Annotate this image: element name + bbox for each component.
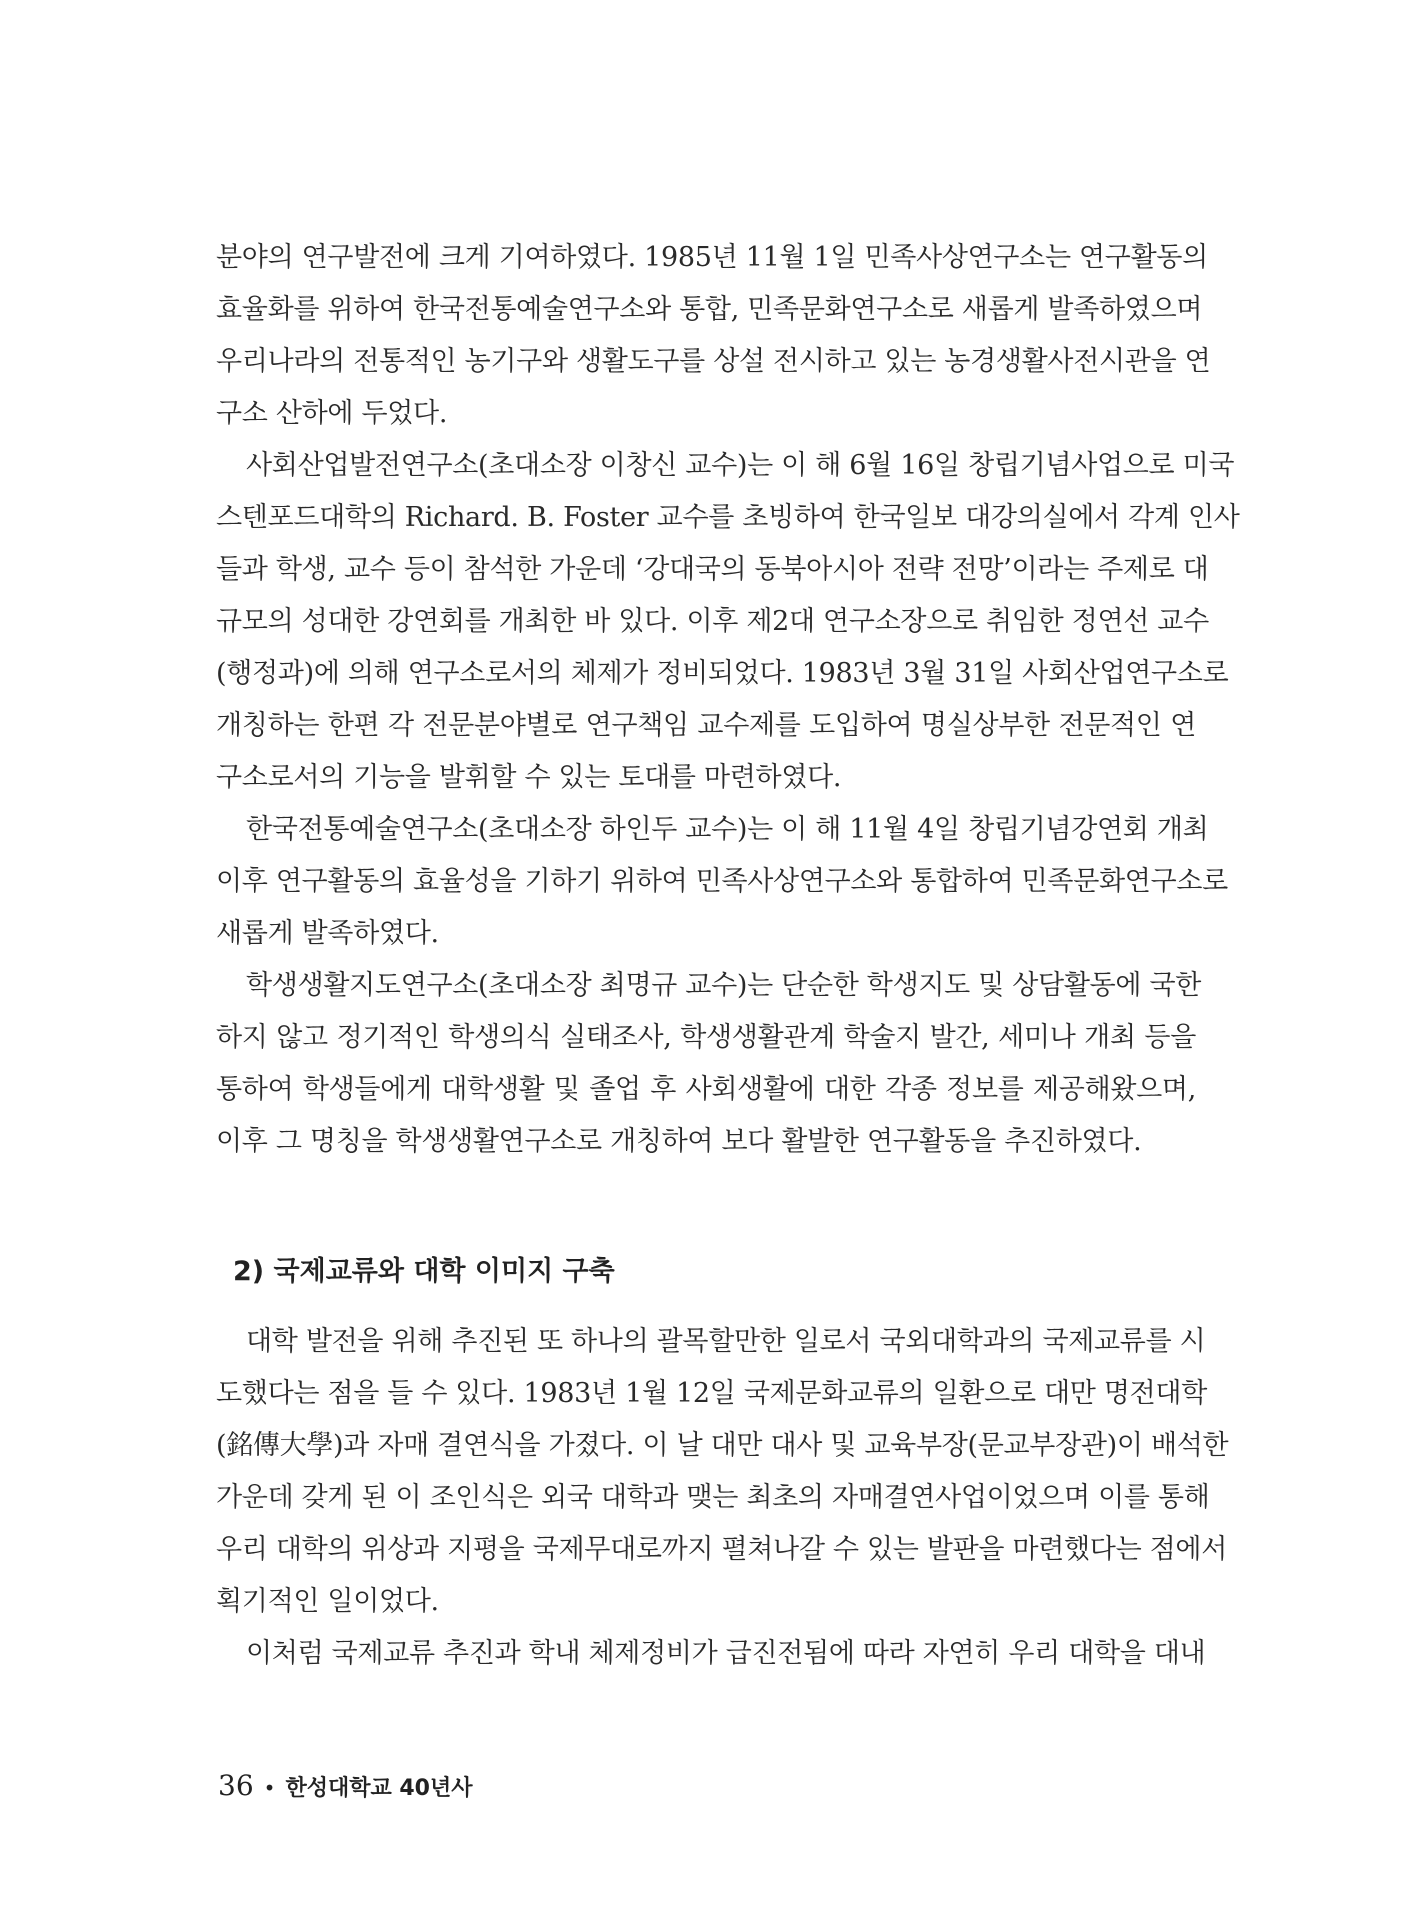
page-number: 36 [218,1769,254,1802]
paragraph-3-line-2: 이후 연구활동의 효율성을 기하기 위하여 민족사상연구소와 통합하여 민족문화연구소로 [216,866,1228,897]
footer-separator: • [263,1776,276,1800]
section-heading: 2) 국제교류와 대학 이미지 구축 [233,1256,615,1287]
paragraph-2-line-5: (행정과)에 의해 연구소로서의 체제가 정비되었다. 1983년 3월 31일 사회산업연구소로 [216,658,1229,689]
paragraph-3-line-1: 한국전통예술연구소(초대소장 하인두 교수)는 이 해 11월 4일 창립기념강연회 개최 [246,814,1209,845]
paragraph-5-line-2: 도했다는 점을 들 수 있다. 1983년 1월 12일 국제문화교류의 일환으로 대만 명전대학 [216,1378,1207,1409]
book-title: 한성대학교 40년사 [285,1776,473,1801]
paragraph-5-line-4: 가운데 갖게 된 이 조인식은 외국 대학과 맺는 최초의 자매결연사업이었으며 이를 통해 [216,1482,1210,1513]
page-footer [218,1768,472,1804]
paragraph-2-line-2: 스텐포드대학의 Richard. B. Foster 교수를 초빙하여 한국일보 대강의실에서 각계 인사 [216,502,1240,533]
paragraph-3-line-3: 새롭게 발족하였다. [216,918,439,949]
paragraph-4-line-4: 이후 그 명칭을 학생생활연구소로 개칭하여 보다 활발한 연구활동을 추진하였다. [216,1126,1142,1157]
paragraph-5-line-1: 대학 발전을 위해 추진된 또 하나의 괄목할만한 일로서 국외대학과의 국제교류를 시 [246,1326,1206,1357]
paragraph-4-line-3: 통하여 학생들에게 대학생활 및 졸업 후 사회생활에 대한 각종 정보를 제공해왔으며, [216,1074,1196,1105]
paragraph-2-line-7: 구소로서의 기능을 발휘할 수 있는 토대를 마련하였다. [216,762,842,793]
paragraph-1-line-1: 분야의 연구발전에 크게 기여하였다. 1985년 11월 1일 민족사상연구소는 연구활동의 [216,242,1208,273]
paragraph-5-line-3: (銘傳大學)과 자매 결연식을 가졌다. 이 날 대만 대사 및 교육부장(문교부장관)이 배석한 [216,1430,1229,1461]
paragraph-2-line-6: 개칭하는 한편 각 전문분야별로 연구책임 교수제를 도입하여 명실상부한 전문적인 연 [216,710,1196,741]
paragraph-5-line-6: 획기적인 일이었다. [216,1586,439,1617]
paragraph-6-line-1: 이처럼 국제교류 추진과 학내 체제정비가 급진전됨에 따라 자연히 우리 대학을 대내 [246,1638,1206,1669]
paragraph-4-line-1: 학생생활지도연구소(초대소장 최명규 교수)는 단순한 학생지도 및 상담활동에 국한 [246,970,1202,1001]
paragraph-2-line-1: 사회산업발전연구소(초대소장 이창신 교수)는 이 해 6월 16일 창립기념사업으로 미국 [246,450,1235,481]
paragraph-1-line-4: 구소 산하에 두었다. [216,398,448,429]
paragraph-1-line-3: 우리나라의 전통적인 농기구와 생활도구를 상설 전시하고 있는 농경생활사전시관을 연 [216,346,1211,377]
paragraph-4-line-2: 하지 않고 정기적인 학생의식 실태조사, 학생생활관계 학술지 발간, 세미나 개최 등을 [216,1022,1196,1053]
paragraph-1-line-2: 효율화를 위하여 한국전통예술연구소와 통합, 민족문화연구소로 새롭게 발족하였으며 [216,294,1203,325]
paragraph-2-line-4: 규모의 성대한 강연회를 개최한 바 있다. 이후 제2대 연구소장으로 취임한 정연선 교수 [216,606,1209,637]
paragraph-2-line-3: 들과 학생, 교수 등이 참석한 가운데 ‘강대국의 동북아시아 전략 전망’이라는 주제로 대 [216,554,1209,585]
paragraph-5-line-5: 우리 대학의 위상과 지평을 국제무대로까지 펼쳐나갈 수 있는 발판을 마련했다는 점에서 [216,1534,1227,1565]
